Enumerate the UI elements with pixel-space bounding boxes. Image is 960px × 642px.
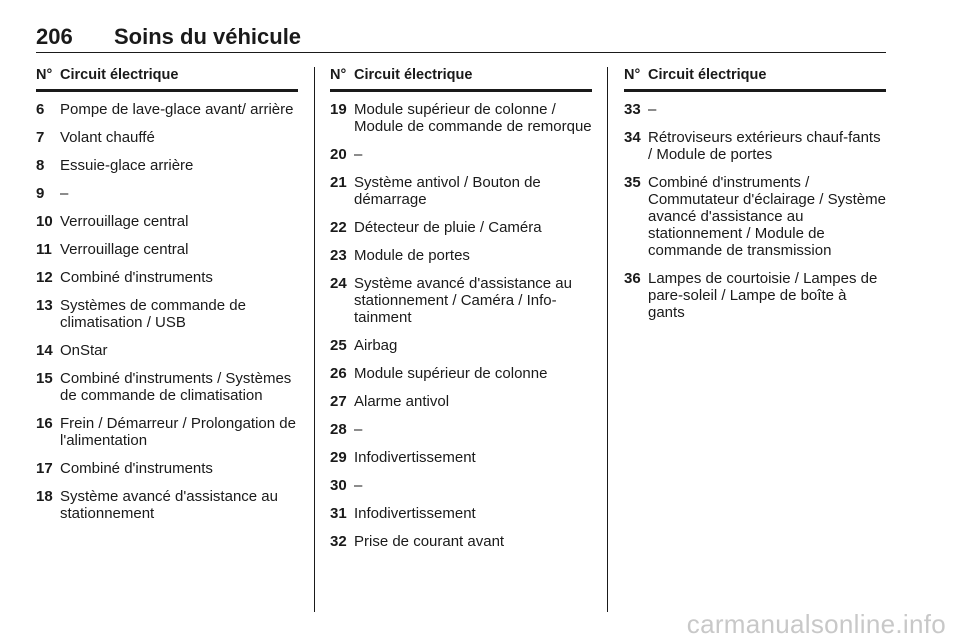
fuse-row — [624, 174, 886, 259]
circuit-description: – — [648, 101, 657, 118]
fuse-row — [330, 365, 592, 382]
page-number: 206 — [36, 24, 73, 49]
fuse-row — [36, 269, 298, 286]
fuse-row — [624, 101, 886, 118]
fuse-row — [330, 421, 592, 438]
fuse-number: 7 — [36, 129, 45, 146]
fuse-number: 27 — [330, 393, 347, 410]
fuse-row — [330, 449, 592, 466]
fuse-row — [330, 477, 592, 494]
column-divider — [314, 67, 315, 612]
page-header — [36, 24, 886, 53]
fuse-number: 16 — [36, 415, 53, 432]
fuse-number: 9 — [36, 185, 45, 202]
circuit-description: Pompe de lave-glace avant/ arrière — [60, 101, 294, 118]
fuse-row — [36, 488, 298, 522]
fuse-row — [36, 342, 298, 359]
fuse-number: 31 — [330, 505, 347, 522]
circuit-description: Systèmes de commande de climatisation / USB — [60, 297, 246, 331]
fuse-number: 10 — [36, 213, 53, 230]
fuse-number: 35 — [624, 174, 641, 191]
fuse-row — [330, 101, 592, 135]
fuse-number: 13 — [36, 297, 53, 314]
fuse-row — [330, 275, 592, 326]
fuse-row — [330, 247, 592, 264]
column-header-number: N° — [36, 67, 53, 83]
circuit-description: Système avancé d'assistance au stationnement / Caméra / Info-tainment — [354, 275, 572, 326]
fuse-row — [36, 370, 298, 404]
circuit-description: Module supérieur de colonne — [354, 365, 548, 382]
circuit-description: Système antivol / Bouton de démarrage — [354, 174, 541, 208]
fuse-number: 33 — [624, 101, 641, 118]
fuse-list — [330, 101, 592, 550]
fuse-number: 17 — [36, 460, 53, 477]
circuit-description: Module de portes — [354, 247, 470, 264]
fuse-number: 32 — [330, 533, 347, 550]
fuse-number: 15 — [36, 370, 53, 387]
fuse-row — [36, 157, 298, 174]
fuse-number: 22 — [330, 219, 347, 236]
circuit-description: – — [354, 421, 363, 438]
circuit-description: Combiné d'instruments — [60, 460, 213, 477]
circuit-description: Infodivertissement — [354, 449, 476, 466]
circuit-description: Airbag — [354, 337, 398, 354]
fuse-row — [330, 219, 592, 236]
page-title: Soins du véhicule — [114, 24, 302, 49]
fuse-number: 20 — [330, 146, 347, 163]
fuse-row — [36, 297, 298, 331]
fuse-row — [330, 174, 592, 208]
column-header-label: Circuit électrique — [60, 67, 179, 83]
circuit-description: – — [354, 146, 363, 163]
fuse-number: 25 — [330, 337, 347, 354]
fuse-number: 34 — [624, 129, 641, 146]
fuse-row — [330, 146, 592, 163]
fuse-number: 21 — [330, 174, 347, 191]
fuse-row — [36, 415, 298, 449]
circuit-description: Combiné d'instruments / Systèmes de commande de climatisation — [60, 370, 292, 404]
fuse-number: 18 — [36, 488, 53, 505]
column-divider — [607, 67, 608, 612]
fuse-row — [36, 241, 298, 258]
circuit-description: Alarme antivol — [354, 393, 450, 410]
fuse-row — [36, 185, 298, 202]
fuse-row — [330, 533, 592, 550]
fuse-list — [624, 101, 886, 321]
circuit-description: Combiné d'instruments — [60, 269, 213, 286]
fuse-number: 28 — [330, 421, 347, 438]
column-header-number: N° — [624, 67, 641, 83]
circuit-description: Système avancé d'assistance au stationnement — [60, 488, 278, 522]
fuse-number: 29 — [330, 449, 347, 466]
circuit-description: – — [60, 185, 69, 202]
circuit-description: Combiné d'instruments / Commutateur d'éclairage / Système avancé d'assistance au stationnement / Module de commande de transmission — [648, 174, 886, 259]
fuse-row — [624, 270, 886, 321]
fuse-number: 11 — [36, 241, 52, 258]
fuse-number: 12 — [36, 269, 53, 286]
circuit-description: Infodivertissement — [354, 505, 476, 522]
fuse-number: 24 — [330, 275, 347, 292]
fuse-list — [36, 101, 298, 522]
circuit-description: Verrouillage central — [60, 241, 189, 258]
fuse-number: 36 — [624, 270, 641, 287]
column-header — [624, 67, 886, 92]
column-header — [36, 67, 298, 92]
fuse-row — [330, 505, 592, 522]
circuit-description: – — [354, 477, 363, 494]
circuit-description: Prise de courant avant — [354, 533, 505, 550]
circuit-description: OnStar — [60, 342, 108, 359]
fuse-number: 14 — [36, 342, 53, 359]
circuit-description: Verrouillage central — [60, 213, 189, 230]
fuse-number: 19 — [330, 101, 347, 118]
circuit-description: Détecteur de pluie / Caméra — [354, 219, 542, 236]
fuse-column-2 — [330, 67, 592, 561]
fuse-row — [36, 460, 298, 477]
circuit-description: Frein / Démarreur / Prolongation de l'alimentation — [60, 415, 296, 449]
column-header-label: Circuit électrique — [354, 67, 473, 83]
fuse-number: 26 — [330, 365, 347, 382]
fuse-column-1 — [36, 67, 298, 533]
circuit-description: Module supérieur de colonne / Module de commande de remorque — [354, 101, 592, 135]
circuit-description: Lampes de courtoisie / Lampes de pare-soleil / Lampe de boîte à gants — [648, 270, 878, 321]
circuit-description: Essuie-glace arrière — [60, 157, 194, 174]
watermark: carmanualsonline.info — [686, 609, 946, 639]
fuse-number: 6 — [36, 101, 45, 118]
fuse-number: 23 — [330, 247, 347, 264]
column-header — [330, 67, 592, 92]
fuse-row — [36, 101, 298, 118]
fuse-row — [330, 393, 592, 410]
circuit-description: Volant chauffé — [60, 129, 155, 146]
circuit-description: Rétroviseurs extérieurs chauf-fants / Module de portes — [648, 129, 881, 163]
fuse-row — [36, 213, 298, 230]
fuse-number: 8 — [36, 157, 45, 174]
column-header-label: Circuit électrique — [648, 67, 767, 83]
fuse-row — [36, 129, 298, 146]
fuse-row — [624, 129, 886, 163]
fuse-row — [330, 337, 592, 354]
fuse-number: 30 — [330, 477, 347, 494]
fuse-column-3 — [624, 67, 886, 332]
column-header-number: N° — [330, 67, 347, 83]
